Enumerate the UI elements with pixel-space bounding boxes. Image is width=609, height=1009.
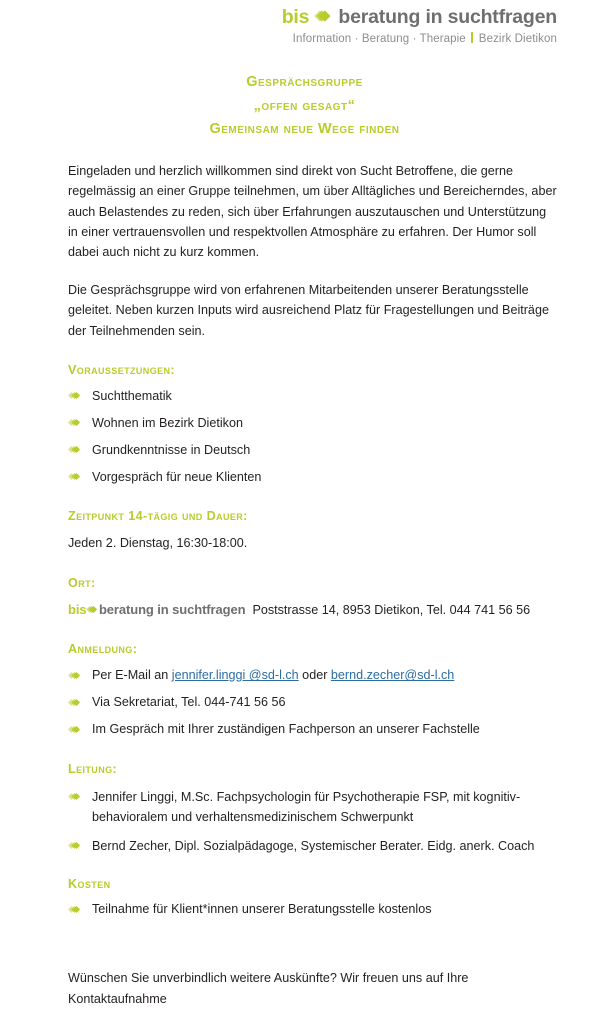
- page-title-line-3: Gemeinsam neue Wege finden: [209, 121, 400, 138]
- list-item: [68, 441, 557, 461]
- list-item: [68, 720, 557, 740]
- chevron-diamond-bullet-icon: [69, 904, 80, 914]
- chevron-diamond-bullet-icon: [69, 472, 80, 482]
- leitung-list: [68, 788, 557, 857]
- brand-subtitle: [0, 32, 557, 45]
- anmeldung-list: [68, 666, 557, 740]
- list-item-label: Via Sekretariat, Tel. 044-741 56 56: [92, 695, 286, 710]
- chevron-diamond-icon: [316, 9, 332, 25]
- section-heading-voraussetzungen: Voraussetzungen:: [68, 363, 175, 377]
- list-item: [68, 387, 557, 407]
- list-item-label: Wohnen im Bezirk Dietikon: [92, 415, 243, 430]
- brand-subtitle-services: Information · Beratung · Therapie: [292, 33, 466, 46]
- document-header: [0, 0, 609, 45]
- brand-logo: [0, 6, 557, 28]
- brand-logo-inline-bis: bis: [68, 601, 87, 617]
- list-item: [68, 788, 557, 828]
- anmeldung-email-conjunction: oder: [298, 668, 331, 683]
- chevron-diamond-bullet-icon: [69, 391, 80, 401]
- anmeldung-email-prefix: Per E-Mail an: [92, 668, 172, 683]
- section-heading-kosten: Kosten: [68, 876, 111, 891]
- list-item: [68, 666, 557, 686]
- subtitle-divider: [471, 32, 473, 43]
- list-item-label: Vorgespräch für neue Klienten: [92, 469, 262, 484]
- list-item-label: Suchtthematik: [92, 388, 172, 403]
- list-item: [68, 900, 557, 920]
- email-link-jennifer[interactable]: jennifer.linggi @sd-l.ch: [171, 668, 299, 683]
- list-item-label: Jennifer Linggi, M.Sc. Fachpsychologin für Psychotherapie FSP, mit kognitiv-behavioralem und verhaltensmedizinischem Schwerpunkt: [92, 789, 521, 824]
- voraussetzungen-list: [68, 387, 557, 488]
- kosten-list: [68, 900, 557, 920]
- page-title: [0, 71, 609, 141]
- document-content: [68, 161, 557, 1009]
- chevron-diamond-icon: [87, 604, 97, 614]
- ort-address: Poststrasse 14, 8953 Dietikon, Tel. 044 741 56 56: [252, 602, 531, 617]
- chevron-diamond-bullet-icon: [69, 670, 80, 680]
- email-link-bernd[interactable]: bernd.zecher@sd-l.ch: [330, 668, 455, 683]
- brand-logo-inline-word: beratung in suchtfragen: [98, 601, 246, 617]
- brand-logo-inline: [68, 602, 245, 617]
- page-title-line-2: „offen gesagt“: [253, 97, 356, 114]
- page-title-line-1: Gesprächsgruppe: [246, 74, 363, 91]
- zeitpunkt-text: Jeden 2. Dienstag, 16:30-18:00.: [68, 536, 248, 551]
- intro-paragraph-1: Eingeladen und herzlich willkommen sind direkt von Sucht Betroffene, die gerne regelmässig an einer Gruppe teilnehmen, um über Alltägliches und Bereicherndes, aber auch Belastendes zu reden, sich über Erfahrungen auszutauschen und Unterstützung in einer vertrauensvollen und respektvollen Atmosphäre zu erfahren. Der Humor soll dabei auch nicht zu kurz kommen.: [68, 163, 557, 260]
- list-item: [68, 468, 557, 488]
- list-item: [68, 837, 557, 857]
- brand-subtitle-region: Bezirk Dietikon: [478, 33, 557, 46]
- ort-line: [68, 600, 557, 621]
- chevron-diamond-bullet-icon: [69, 792, 80, 802]
- brand-logo-bis: bis: [281, 6, 310, 28]
- list-item-label: Grundkenntnisse in Deutsch: [92, 442, 251, 457]
- section-heading-zeitpunkt: Zeitpunkt 14-tägig und Dauer:: [68, 509, 248, 524]
- chevron-diamond-bullet-icon: [69, 697, 80, 707]
- section-heading-leitung: Leitung:: [68, 761, 118, 776]
- list-item: [68, 414, 557, 434]
- chevron-diamond-bullet-icon: [69, 724, 80, 734]
- list-item-label: Bernd Zecher, Dipl. Sozialpädagoge, Systemischer Berater. Eidg. anerk. Coach: [92, 838, 535, 853]
- brand-logo-word: beratung in suchtfragen: [338, 6, 557, 28]
- chevron-diamond-bullet-icon: [69, 445, 80, 455]
- closing-paragraph: Wünschen Sie unverbindlich weitere Auskünfte? Wir freuen uns auf Ihre Kontaktaufnahme: [68, 971, 469, 1006]
- section-heading-ort: Ort:: [68, 575, 96, 590]
- section-heading-anmeldung: Anmeldung:: [68, 642, 138, 657]
- list-item-label: Im Gespräch mit Ihrer zuständigen Fachperson an unserer Fachstelle: [92, 722, 480, 737]
- chevron-diamond-bullet-icon: [69, 418, 80, 428]
- intro-paragraph-2: Die Gesprächsgruppe wird von erfahrenen Mitarbeitenden unserer Beratungsstelle geleitet. Neben kurzen Inputs wird ausreichend Platz für Fragestellungen und Beiträge der Teilnehmenden sein.: [68, 282, 549, 338]
- list-item-label: Teilnahme für Klient*innen unserer Beratungsstelle kostenlos: [92, 902, 432, 917]
- chevron-diamond-bullet-icon: [69, 841, 80, 851]
- list-item: [68, 693, 557, 713]
